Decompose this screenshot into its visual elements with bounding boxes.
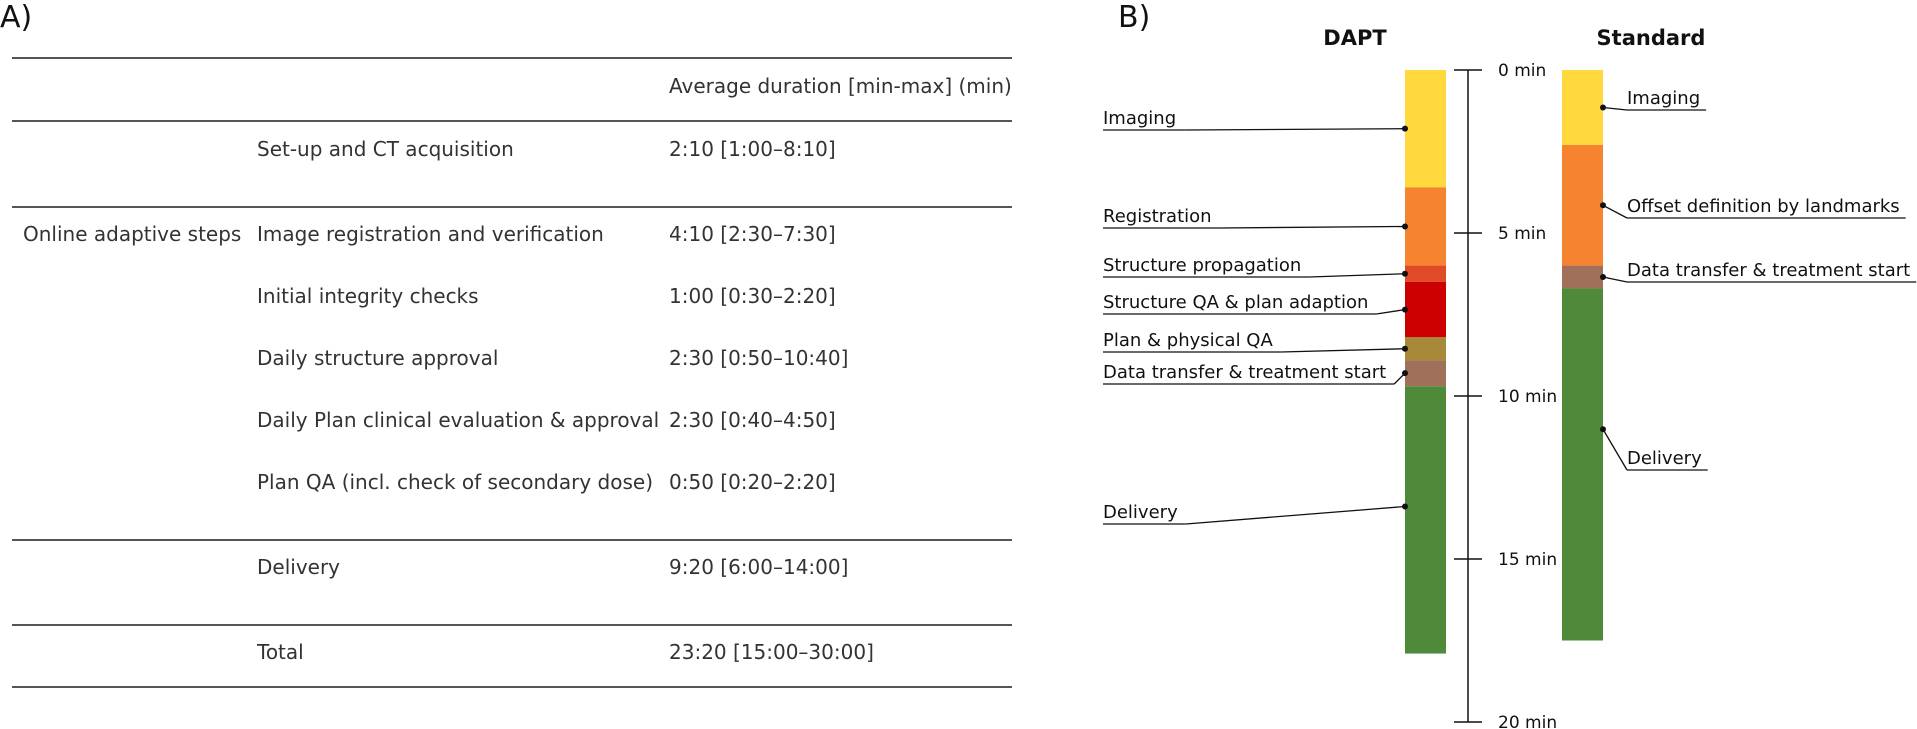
segment-label: Delivery — [1103, 502, 1178, 523]
table-cell-duration: 1:00 [0:30–2:20] — [669, 284, 836, 308]
leader-line — [1220, 226, 1405, 228]
segment-label: Structure propagation — [1103, 255, 1302, 276]
bar-title: DAPT — [1323, 26, 1387, 50]
table-cell-step: Plan QA (incl. check of secondary dose) — [257, 470, 653, 494]
leader-line — [1184, 129, 1405, 130]
bar-segment — [1562, 145, 1603, 266]
leader-dot — [1600, 426, 1606, 432]
table-cell-duration: 9:20 [6:00–14:00] — [669, 555, 849, 579]
segment-label: Offset definition by landmarks — [1627, 196, 1900, 217]
axis-tick-label: 10 min — [1498, 387, 1558, 407]
bar-segment — [1405, 266, 1446, 282]
bar-title: Standard — [1596, 26, 1706, 50]
leader-line — [1603, 277, 1627, 282]
table-cell-step: Image registration and verification — [257, 222, 604, 246]
segment-label: Structure QA & plan adaption — [1103, 292, 1369, 313]
table-cell-step: Set-up and CT acquisition — [257, 137, 514, 161]
leader-line — [1281, 349, 1405, 352]
table-cell-step: Daily Plan clinical evaluation & approval — [257, 408, 660, 432]
leader-dot — [1402, 370, 1408, 376]
segment-label: Imaging — [1627, 88, 1701, 109]
bar-segment — [1562, 70, 1603, 145]
leader-line — [1603, 205, 1627, 218]
leader-dot — [1600, 202, 1606, 208]
axis-tick-label: 20 min — [1498, 713, 1558, 729]
segment-label: Delivery — [1627, 448, 1702, 469]
bar-segment — [1562, 266, 1603, 289]
table-cell-duration: 2:30 [0:40–4:50] — [669, 408, 836, 432]
segment-label: Data transfer & treatment start — [1103, 362, 1387, 383]
leader-dot — [1402, 504, 1408, 510]
bar-segment — [1405, 282, 1446, 337]
bar-segment — [1562, 288, 1603, 640]
leader-line — [1603, 429, 1627, 470]
table-cell-duration: 2:10 [1:00–8:10] — [669, 137, 836, 161]
leader-dot — [1402, 307, 1408, 313]
table-cell-step: Daily structure approval — [257, 346, 499, 370]
segment-label: Plan & physical QA — [1103, 330, 1273, 351]
table-cell-step: Delivery — [257, 555, 341, 579]
table-cell-step: Initial integrity checks — [257, 284, 479, 308]
leader-line — [1186, 507, 1405, 524]
segment-label: Data transfer & treatment start — [1627, 260, 1911, 281]
bar-segment — [1405, 187, 1446, 265]
segment-label: Registration — [1103, 206, 1212, 227]
bar-segment — [1405, 386, 1446, 653]
leader-line — [1309, 274, 1405, 277]
bar-segment — [1405, 337, 1446, 360]
panel-a-letter: A) — [0, 0, 33, 35]
table-cell-step: Total — [257, 640, 304, 664]
leader-dot — [1402, 126, 1408, 132]
leader-dot — [1600, 104, 1606, 110]
axis-tick-label: 5 min — [1498, 224, 1547, 244]
leader-dot — [1402, 223, 1408, 229]
axis-tick-label: 0 min — [1498, 61, 1547, 81]
leader-line — [1603, 107, 1627, 110]
table-cell-duration: 23:20 [15:00–30:00] — [669, 640, 874, 664]
leader-dot — [1600, 274, 1606, 280]
panel-b-letter: B) — [1118, 0, 1151, 35]
table-cell-duration: 4:10 [2:30–7:30] — [669, 222, 836, 246]
segment-label: Imaging — [1103, 108, 1177, 129]
table-cell-duration: 2:30 [0:50–10:40] — [669, 346, 849, 370]
leader-dot — [1402, 271, 1408, 277]
leader-line — [1376, 310, 1405, 314]
table-cell-duration: 0:50 [0:20–2:20] — [669, 470, 836, 494]
axis-tick-label: 15 min — [1498, 550, 1558, 570]
table-header-duration: Average duration [min-max] (min) — [669, 74, 1012, 98]
table-group-label: Online adaptive steps — [23, 222, 242, 246]
leader-dot — [1402, 346, 1408, 352]
bar-segment — [1405, 360, 1446, 386]
bar-segment — [1405, 70, 1446, 187]
